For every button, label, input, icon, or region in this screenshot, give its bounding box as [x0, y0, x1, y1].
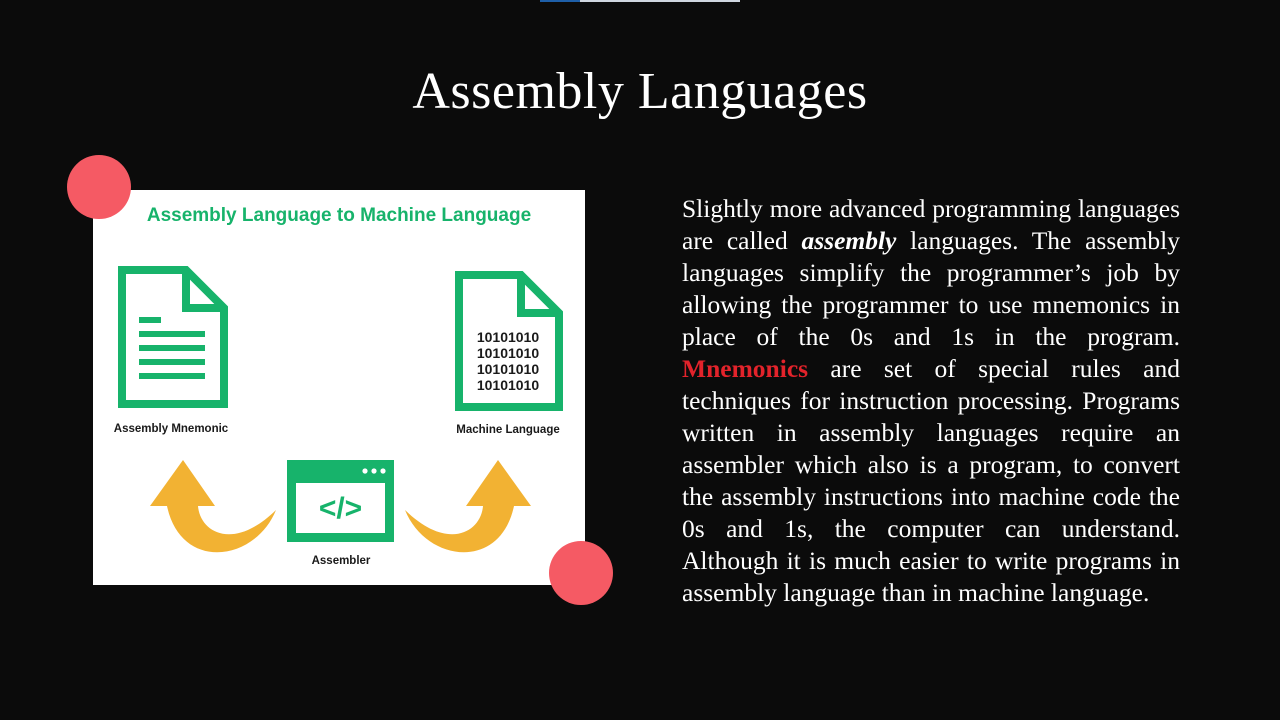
body-paragraph: [682, 193, 1180, 609]
body-text-part-2: languages. The assembly languages simplify the programmer’s job by allowing the programmer to use mnemonics in place of the 0s and 1s in the program.: [682, 226, 1180, 351]
binary-document-icon: [459, 275, 559, 407]
binary-row: 10101010: [476, 377, 540, 393]
slide-title: Assembly Languages: [412, 63, 868, 120]
figure-svg: [93, 190, 585, 585]
assembly-mnemonic-label: Assembly Mnemonic: [113, 423, 229, 435]
keyword-mnemonics: Mnemonics: [682, 354, 809, 383]
left-curved-arrow-icon: [150, 460, 276, 552]
code-window-icon: [287, 460, 394, 542]
figure-title: Assembly Language to Machine Language: [146, 205, 532, 226]
top-progress-bar: [540, 0, 740, 2]
right-curved-arrow-icon: [405, 460, 531, 552]
document-icon: [122, 270, 224, 404]
binary-row: 10101010: [476, 329, 540, 345]
keyword-assembly: assembly: [801, 226, 897, 255]
decorative-dot-top-left: [67, 155, 131, 219]
binary-row: 10101010: [476, 361, 540, 377]
assembler-label: Assembler: [311, 555, 371, 567]
body-text-part-1: Slightly more advanced programming languages are called: [682, 194, 1180, 255]
assembly-to-machine-figure: [93, 190, 585, 585]
decorative-dot-bottom-right: [549, 541, 613, 605]
machine-language-label: Machine Language: [456, 424, 560, 436]
body-text-part-3: are set of special rules and techniques for instruction processing. Programs written in assembly languages require an assembler which also is a program, to convert the assembly instructions into machine code the 0s and 1s, the computer can understand. Although it is much easier to write programs in assembly language than in machine language.: [682, 354, 1180, 607]
binary-row: 10101010: [476, 345, 540, 361]
code-glyph: </>: [318, 492, 363, 525]
